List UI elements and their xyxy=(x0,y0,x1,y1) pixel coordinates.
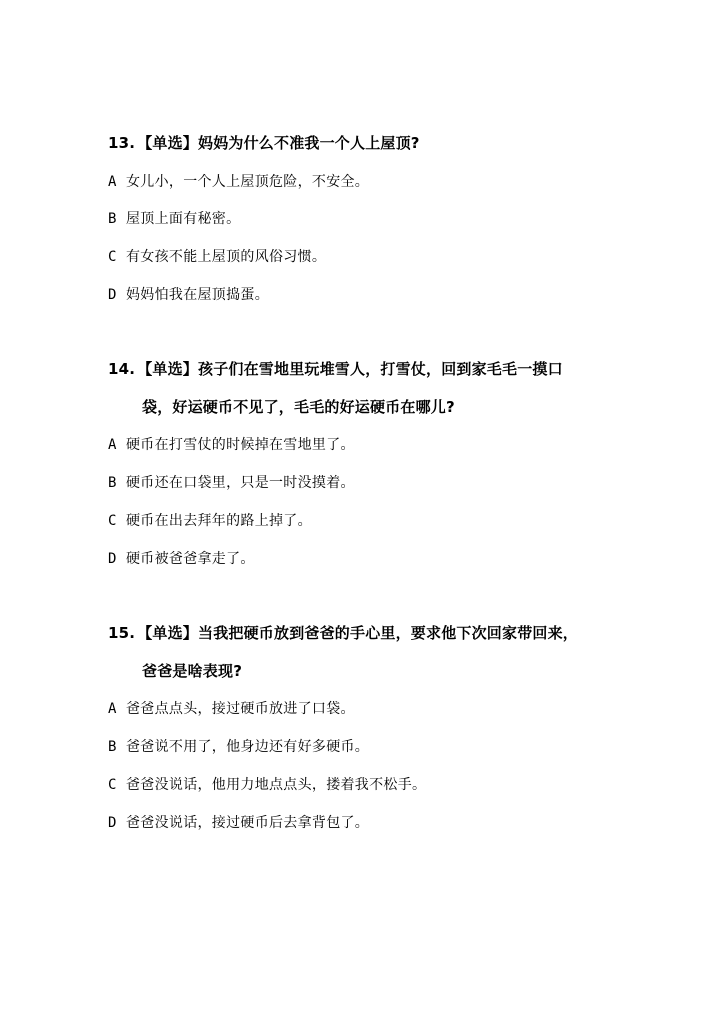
answer-option[interactable] xyxy=(108,812,369,832)
question-stem-line xyxy=(108,358,563,379)
question-stem-line xyxy=(142,660,242,681)
question-stem-text: 妈妈为什么不准我一个人上屋顶? xyxy=(198,134,420,152)
answer-option[interactable] xyxy=(108,246,326,266)
question-type-tag: 【单选】 xyxy=(137,134,198,152)
answer-option[interactable] xyxy=(108,284,269,304)
option-letter: D xyxy=(108,287,117,303)
question-stem-text: 袋，好运硬币不见了，毛毛的好运硬币在哪儿? xyxy=(142,398,455,416)
answer-option[interactable] xyxy=(108,774,426,794)
option-letter: D xyxy=(108,815,117,831)
question-stem-line xyxy=(142,396,455,417)
option-text: 硬币在打雪仗的时候掉在雪地里了。 xyxy=(126,437,355,453)
option-letter: C xyxy=(108,513,117,529)
question-stem-line xyxy=(108,622,578,643)
question-number: 13. xyxy=(108,134,136,152)
option-text: 有女孩不能上屋顶的风俗习惯。 xyxy=(126,249,327,265)
option-text: 屋顶上面有秘密。 xyxy=(126,211,241,227)
question-type-tag: 【单选】 xyxy=(137,360,198,378)
option-letter: C xyxy=(108,249,117,265)
option-letter: A xyxy=(108,174,117,190)
option-text: 女儿小，一个人上屋顶危险，不安全。 xyxy=(126,174,370,190)
option-letter: B xyxy=(108,211,117,227)
option-letter: A xyxy=(108,437,117,453)
question-number: 15. xyxy=(108,624,136,642)
option-letter: B xyxy=(108,739,117,755)
answer-option[interactable] xyxy=(108,510,312,530)
answer-option[interactable] xyxy=(108,472,355,492)
answer-option[interactable] xyxy=(108,698,355,718)
option-text: 爸爸说不用了，他身边还有好多硬币。 xyxy=(126,739,370,755)
answer-option[interactable] xyxy=(108,736,369,756)
option-text: 爸爸没说话，接过硬币后去拿背包了。 xyxy=(126,815,370,831)
answer-option[interactable] xyxy=(108,434,355,454)
option-letter: C xyxy=(108,777,117,793)
option-text: 爸爸没说话，他用力地点点头，搂着我不松手。 xyxy=(126,777,427,793)
question-number: 14. xyxy=(108,360,136,378)
question-stem-text: 孩子们在雪地里玩堆雪人，打雪仗，回到家毛毛一摸口 xyxy=(198,360,563,378)
question-stem-text: 爸爸是啥表现? xyxy=(142,662,243,680)
option-letter: B xyxy=(108,475,117,491)
question-type-tag: 【单选】 xyxy=(137,624,198,642)
answer-option[interactable] xyxy=(108,208,240,228)
question-stem-text: 当我把硬币放到爸爸的手心里，要求他下次回家带回来， xyxy=(198,624,579,642)
option-letter: D xyxy=(108,551,117,567)
option-text: 硬币在出去拜年的路上掉了。 xyxy=(126,513,312,529)
option-text: 爸爸点点头，接过硬币放进了口袋。 xyxy=(126,701,355,717)
option-letter: A xyxy=(108,701,117,717)
answer-option[interactable] xyxy=(108,548,255,568)
answer-option[interactable] xyxy=(108,171,369,191)
option-text: 硬币还在口袋里，只是一时没摸着。 xyxy=(126,475,355,491)
question-stem-line xyxy=(108,132,420,153)
option-text: 妈妈怕我在屋顶捣蛋。 xyxy=(126,287,269,303)
option-text: 硬币被爸爸拿走了。 xyxy=(126,551,255,567)
